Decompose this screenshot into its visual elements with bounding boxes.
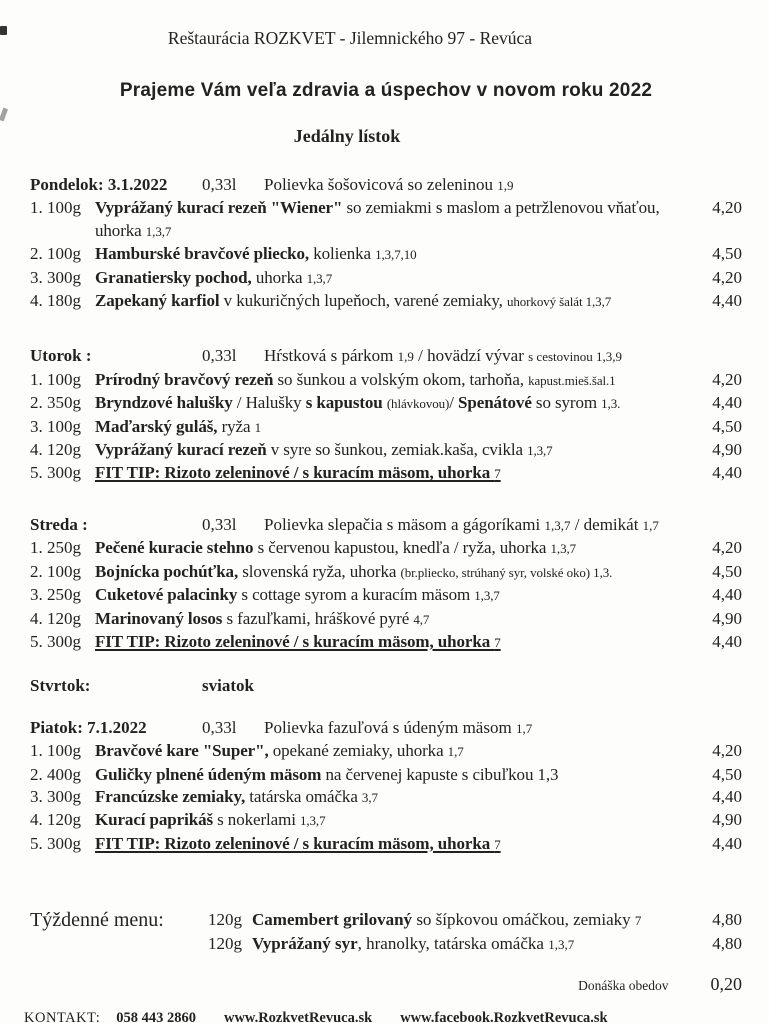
text-segment: Bojnícka pochúťka, <box>95 561 243 581</box>
text-segment: Pečené kuracie stehno <box>95 538 258 558</box>
day-section <box>30 514 742 654</box>
item-price: 4,20 <box>712 369 742 389</box>
item-number-weight: 1. 100g <box>30 369 81 389</box>
item-price: 4,50 <box>712 561 742 581</box>
item-price: 4,40 <box>712 463 742 483</box>
item-number-weight: 3. 300g <box>30 267 81 287</box>
text-segment: Granatiersky pochod, <box>95 267 256 287</box>
text-segment: / demikát <box>570 514 643 534</box>
text-segment: Maďarský guláš, <box>95 416 222 436</box>
weekly-item-description <box>252 908 698 932</box>
item-description <box>95 416 698 439</box>
item-price: 4,40 <box>712 393 742 413</box>
text-segment: 1,3. <box>601 396 621 412</box>
item-number-weight: 5. 300g <box>30 833 81 853</box>
text-segment: 1,3,7 <box>145 223 172 239</box>
text-segment: FIT TIP: Rizoto zeleninové / s kuracím mäsom, uhorka <box>95 463 495 483</box>
text-segment: FIT TIP: Rizoto zeleninové / s kuracím mäsom, uhorka <box>95 833 495 853</box>
text-segment: na červenej kapuste s cibuľkou 1,3 <box>325 764 559 784</box>
item-price: 4,50 <box>712 764 742 784</box>
item-description <box>95 561 698 584</box>
menu-item-row <box>30 584 742 607</box>
text-segment: Vyprážaný kurací rezeň <box>95 440 271 460</box>
delivery-price: 0,20 <box>710 974 742 995</box>
text-segment: v kukuričných lupeňoch, varené zemiaky, <box>223 291 507 311</box>
fit-tip-underline <box>95 834 501 853</box>
text-segment: v syre so šunkou, zemiak.kaša, cvikla <box>270 440 528 460</box>
item-price: 4,40 <box>712 585 742 605</box>
text-segment: uhorkový šalát 1,3,7 <box>506 294 612 310</box>
menu-item-row <box>30 197 742 243</box>
item-price: 4,40 <box>712 786 742 806</box>
text-segment: 7 <box>634 913 642 929</box>
day-label: Stvrtok: <box>30 676 91 696</box>
item-description <box>95 462 698 485</box>
day-label: Piatok: 7.1.2022 <box>30 717 147 737</box>
text-segment: Polievka fazuľová s údeným mäsom <box>264 717 516 737</box>
weekly-item-weight: 120g <box>208 934 242 954</box>
menu-item-row <box>30 631 742 654</box>
scan-artifact <box>0 26 7 35</box>
item-description <box>95 439 698 462</box>
item-description <box>95 786 698 809</box>
text-segment: slovenská ryža, uhorka <box>242 561 401 581</box>
day-header <box>30 174 742 197</box>
text-segment: 3,7 <box>361 789 378 805</box>
item-price: 4,20 <box>712 741 742 761</box>
item-number-weight: 4. 120g <box>30 440 81 460</box>
menu-title: Jedálny lístok <box>293 126 401 146</box>
weekly-menu-section <box>30 908 742 956</box>
text-segment: Camembert grilovaný <box>252 910 417 930</box>
contact-facebook: www.facebook.RozkvetRevuca.sk <box>400 1010 608 1023</box>
item-number-weight: 2. 100g <box>30 244 81 264</box>
text-segment: 1,7 <box>447 744 464 760</box>
item-price: 4,20 <box>712 198 742 218</box>
item-description <box>95 537 698 560</box>
menu-item-row <box>30 740 742 763</box>
item-description <box>95 392 698 415</box>
item-number-weight: 1. 100g <box>30 198 81 218</box>
item-description <box>95 369 698 392</box>
text-segment: s cottage syrom a kuracím mäsom <box>241 585 475 605</box>
menu-item-row <box>30 786 742 809</box>
item-price: 4,40 <box>712 631 742 651</box>
item-description <box>95 584 698 607</box>
text-segment: 7 <box>494 836 501 852</box>
text-segment: 0,33l <box>202 346 237 366</box>
item-price: 4,20 <box>712 267 742 287</box>
day-section <box>30 675 742 697</box>
item-price: 4,40 <box>712 833 742 853</box>
day-label: Streda : <box>30 514 88 534</box>
item-number-weight: 2. 100g <box>30 561 81 581</box>
text-segment: Vyprážaný kurací rezeň "Wiener" <box>95 198 347 218</box>
greeting-line: Prajeme Vám veľa zdravia a úspechov v novom roku 2022 <box>119 80 653 101</box>
menu-item-row <box>30 833 742 856</box>
text-segment: s červenou kapustou, knedľa / ryža, uhorka <box>257 538 551 558</box>
text-segment: ryža <box>221 416 255 436</box>
text-segment: / Halušky <box>236 393 306 413</box>
item-price: 4,50 <box>712 244 742 264</box>
menu-item-row <box>30 267 742 290</box>
text-segment: s fazuľkami, hráškové pyré <box>226 608 414 628</box>
restaurant-address-line: Reštaurácia ROZKVET - Jilemnického 97 - Revúca <box>167 28 533 48</box>
text-segment: 1,3,7 <box>544 517 571 533</box>
text-segment: s nokerlami <box>217 810 300 830</box>
soup-line <box>264 345 742 368</box>
text-segment: Marinovaný losos <box>95 608 227 628</box>
item-number-weight: 2. 350g <box>30 393 81 413</box>
menu-item-row <box>30 764 742 786</box>
text-segment: 1 <box>254 419 261 435</box>
text-segment: Polievka slepačia s mäsom a gágoríkami <box>264 514 545 534</box>
day-header <box>30 345 742 368</box>
item-description <box>95 243 698 266</box>
soup-volume <box>202 514 248 536</box>
text-segment: 1,9 <box>497 178 514 193</box>
item-description <box>95 608 698 631</box>
text-segment: Zapekaný karfiol <box>95 291 224 311</box>
menu-item-row <box>30 392 742 415</box>
text-segment: so šípkovou omáčkou, zemiaky <box>416 910 635 930</box>
menu-item-row <box>30 462 742 485</box>
text-segment: Prírodný bravčový rezeň <box>95 369 278 389</box>
text-segment: Hamburské bravčové pliecko, <box>95 244 314 264</box>
text-segment: 1,3,7,10 <box>375 247 417 263</box>
item-number-weight: 3. 100g <box>30 416 81 436</box>
item-number-weight: 1. 250g <box>30 538 81 558</box>
contact-row <box>24 1010 742 1023</box>
day-section <box>30 174 742 313</box>
item-number-weight: 5. 300g <box>30 463 81 483</box>
menu-item-row <box>30 243 742 266</box>
text-segment: 0,33l <box>202 514 237 534</box>
item-price: 4,90 <box>712 440 742 460</box>
menu-item-row <box>30 608 742 631</box>
text-segment: 1,3,7 <box>474 588 500 604</box>
text-segment: 1,3,7 <box>527 443 553 459</box>
text-segment: kolienka <box>313 244 376 264</box>
soup-line <box>264 514 742 537</box>
day-header <box>30 514 742 537</box>
soup-volume <box>202 345 248 367</box>
text-segment: Cuketové palacinky <box>95 585 242 605</box>
weekly-item-weight: 120g <box>208 910 242 930</box>
delivery-row <box>30 974 742 995</box>
text-segment: uhorka <box>255 267 307 287</box>
item-number-weight: 3. 250g <box>30 585 81 605</box>
soup-line <box>264 174 742 197</box>
item-number-weight: 5. 300g <box>30 631 81 651</box>
text-segment: (br.pliecko, strúhaný syr, volské oko) 1,3. <box>400 564 613 580</box>
text-segment: Spenátové <box>458 393 536 413</box>
weekly-item-price: 4,80 <box>712 934 742 954</box>
text-segment: s cestovinou 1,3,9 <box>528 349 623 365</box>
weekly-item-price: 4,80 <box>712 910 742 930</box>
day-section <box>30 717 742 856</box>
text-segment: tatárska omáčka <box>249 786 362 806</box>
weekly-menu-items <box>208 908 742 956</box>
item-number-weight: 4. 120g <box>30 810 81 830</box>
menu-item-row <box>30 416 742 439</box>
item-price: 4,40 <box>712 291 742 311</box>
day-label: Utorok : <box>30 346 92 366</box>
menu-item-row <box>30 561 742 584</box>
text-segment: 1,9 <box>397 349 414 365</box>
text-segment: 1,3,7 <box>299 813 326 829</box>
item-description <box>95 267 698 290</box>
item-description <box>95 631 698 654</box>
item-price: 4,20 <box>712 538 742 558</box>
text-segment: opekané zemiaky, uhorka <box>272 741 448 761</box>
scan-artifact <box>0 108 8 122</box>
soup-volume <box>202 675 254 697</box>
contact-phone: 058 443 2860 <box>116 1010 196 1023</box>
text-segment: Guličky plnené údeným mäsom <box>95 764 326 784</box>
text-segment: 1,7 <box>642 517 659 533</box>
weekly-menu-label: Týždenné menu: <box>30 909 164 932</box>
text-segment: 1,7 <box>515 720 533 736</box>
item-number-weight: 2. 400g <box>30 764 81 784</box>
day-label: Pondelok: 3.1.2022 <box>30 175 168 194</box>
contact-label: KONTAKT: <box>24 1010 101 1023</box>
text-segment: Kurací paprikáš <box>95 810 218 830</box>
menu-item-row <box>30 290 742 313</box>
item-price: 4,90 <box>712 810 742 830</box>
item-description <box>95 764 698 786</box>
weekly-item-row <box>208 908 742 932</box>
item-description <box>95 809 698 832</box>
text-segment: , hranolky, tatárska omáčka <box>357 934 549 954</box>
fit-tip-underline <box>95 463 501 482</box>
item-description <box>95 197 698 243</box>
weekly-item-row <box>208 932 742 956</box>
text-segment: Francúzske zemiaky, <box>95 786 250 806</box>
menu-item-row <box>30 537 742 560</box>
soup-volume <box>202 174 248 196</box>
day-header <box>30 717 742 740</box>
text-segment: kapust.mieš.šal.1 <box>528 372 616 388</box>
text-segment: Hŕstková s párkom <box>264 346 398 366</box>
item-price: 4,90 <box>712 608 742 628</box>
text-segment: s kapustou <box>305 393 387 413</box>
text-segment: so šunkou a volským okom, tarhoňa, <box>277 369 529 389</box>
item-price: 4,50 <box>712 416 742 436</box>
weekly-item-description <box>252 932 698 956</box>
menu-item-row <box>30 439 742 462</box>
text-segment: Vyprážaný syr <box>252 934 358 954</box>
text-segment: / hovädzí vývar <box>413 346 529 366</box>
soup-line <box>264 717 742 740</box>
text-segment: 1,3,7 <box>548 937 575 953</box>
day-header <box>30 675 742 697</box>
delivery-label: Donáška obedov <box>578 978 669 994</box>
item-number-weight: 4. 120g <box>30 608 81 628</box>
item-number-weight: 1. 100g <box>30 741 81 761</box>
text-segment: sviatok <box>202 676 254 696</box>
text-segment: FIT TIP: Rizoto zeleninové / s kuracím mäsom, uhorka <box>95 631 495 651</box>
item-number-weight: 4. 180g <box>30 291 81 311</box>
item-description <box>95 833 698 856</box>
text-segment: 1,3,7 <box>550 541 577 557</box>
daily-menu-list <box>30 174 742 856</box>
text-segment: 7 <box>494 634 501 650</box>
soup-volume <box>202 717 248 739</box>
text-segment: / <box>449 393 459 413</box>
text-segment: 1,3,7 <box>306 270 333 286</box>
text-segment: Bravčové kare "Super", <box>95 741 273 761</box>
text-segment: so zemiakmi s maslom a petržlenovou vňaťou, uhorka <box>95 198 660 240</box>
contact-website: www.RozkvetRevuca.sk <box>223 1010 373 1023</box>
day-section <box>30 345 742 485</box>
text-segment: 4,7 <box>413 611 430 627</box>
item-number-weight: 3. 300g <box>30 786 81 806</box>
menu-item-row <box>30 369 742 392</box>
item-description <box>95 290 698 313</box>
menu-item-row <box>30 809 742 832</box>
text-segment: 7 <box>494 466 501 482</box>
text-segment: so syrom <box>535 393 602 413</box>
text-segment: Polievka šošovicová so zeleninou <box>264 175 498 194</box>
text-segment: (hlávkovou) <box>386 396 450 412</box>
item-description <box>95 740 698 763</box>
text-segment: 0,33l <box>202 175 237 194</box>
text-segment: Bryndzové halušky <box>95 393 237 413</box>
fit-tip-underline <box>95 632 501 651</box>
text-segment: 0,33l <box>202 717 237 737</box>
